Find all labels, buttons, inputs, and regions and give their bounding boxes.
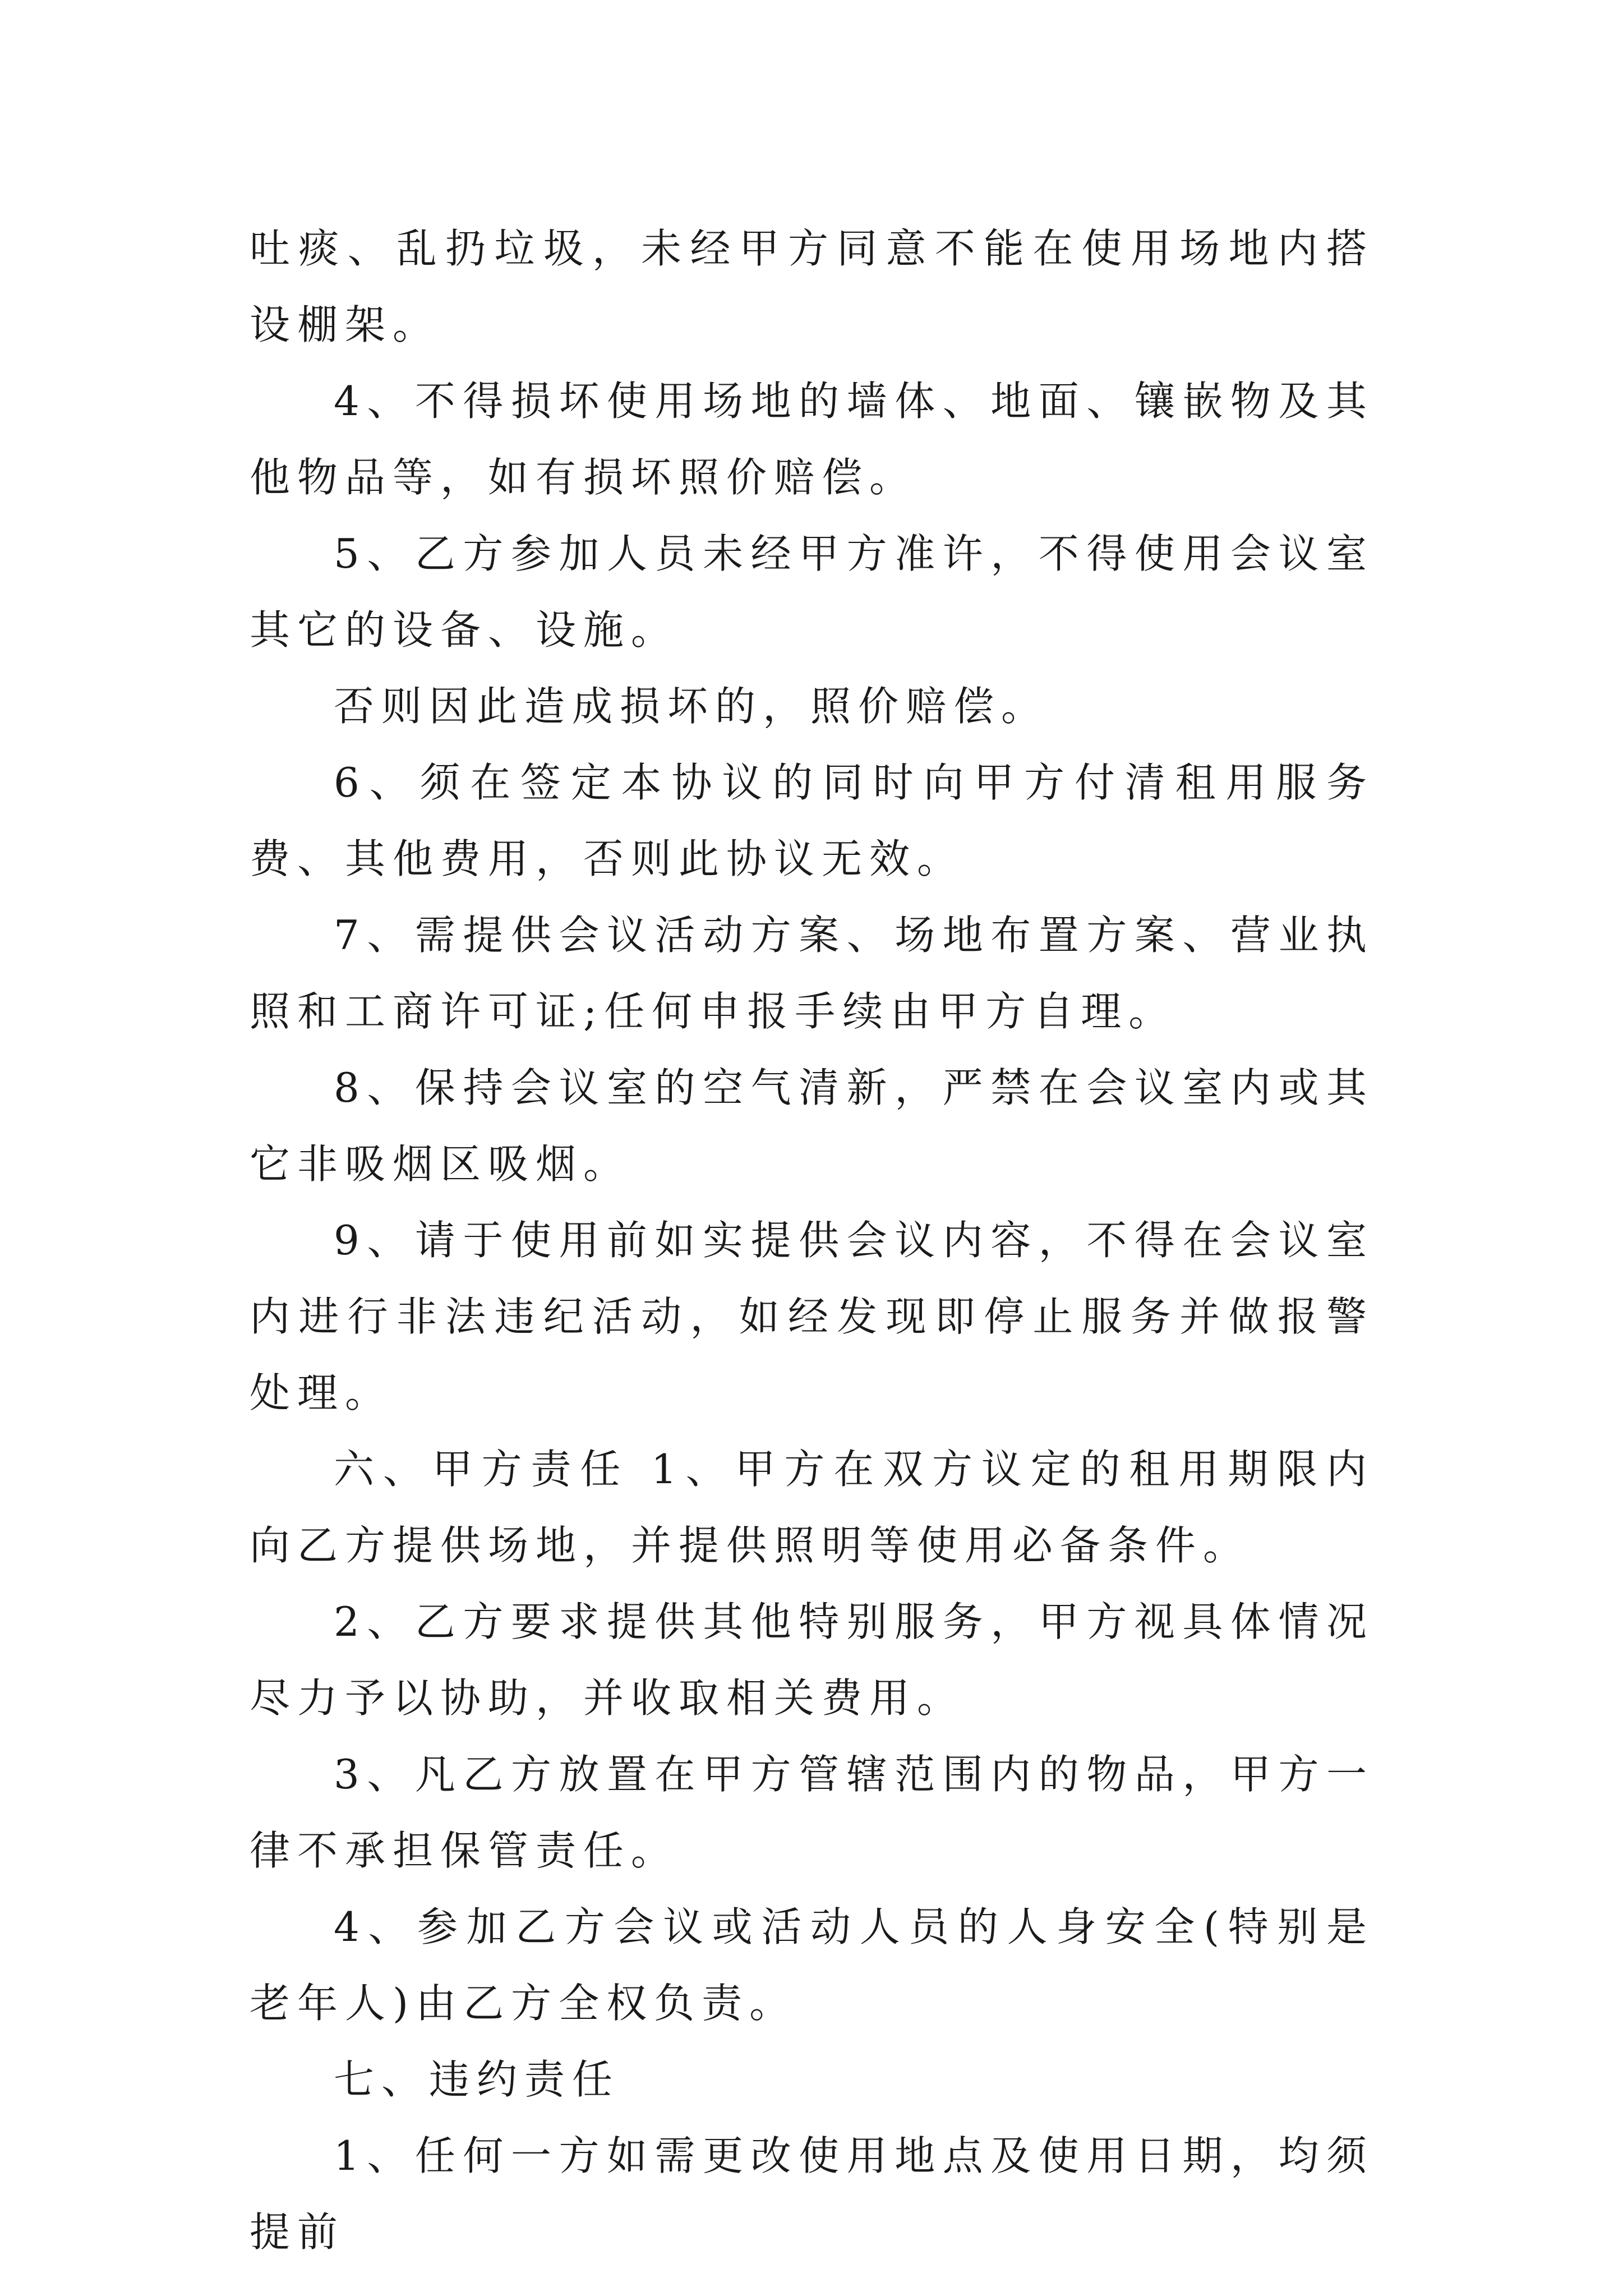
section-heading-breach-liability: 七、违约责任 [334,2056,620,2103]
paragraph-breach-item-1: 1、任何一方如需更改使用地点及使用日期，均须提前 [250,2132,1374,2256]
paragraph-item-9: 9、请于使用前如实提供会议内容，不得在会议室内进行非法违纪活动，如经发现即停止服务并做报警处理。 [250,1217,1374,1416]
paragraph-item-8: 8、保持会议室的空气清新，严禁在会议室内或其它非吸烟区吸烟。 [250,1064,1374,1188]
paragraph-item-7: 7、需提供会议活动方案、场地布置方案、营业执照和工商许可证;任何申报手续由甲方自理。 [250,912,1374,1035]
paragraph-item-5: 5、乙方参加人员未经甲方准许，不得使用会议室其它的设备、设施。 [250,530,1374,654]
paragraph-party-a-item-2: 2、乙方要求提供其他特别服务，甲方视具体情况尽力予以协助，并收取相关费用。 [250,1598,1374,1722]
paragraph-compensation-note: 否则因此造成损坏的，照价赔偿。 [334,683,1049,730]
section-party-a-responsibility: 六、甲方责任 1、甲方在双方议定的租用期限内向乙方提供场地，并提供照明等使用必备条件。 [250,1446,1374,1569]
paragraph-item-6: 6、须在签定本协议的同时向甲方付清租用服务费、其他费用，否则此协议无效。 [250,759,1374,882]
document-body [250,210,1374,2270]
paragraph-item-4: 4、不得损坏使用场地的墙体、地面、镶嵌物及其他物品等，如有损坏照价赔偿。 [250,378,1374,501]
paragraph-party-a-item-3: 3、凡乙方放置在甲方管辖范围内的物品，甲方一律不承担保管责任。 [250,1751,1374,1874]
paragraph-continuation: 吐痰、乱扔垃圾，未经甲方同意不能在使用场地内搭设棚架。 [250,225,1374,348]
paragraph-party-a-item-4: 4、参加乙方会议或活动人员的人身安全(特别是老年人)由乙方全权负责。 [250,1903,1374,2027]
